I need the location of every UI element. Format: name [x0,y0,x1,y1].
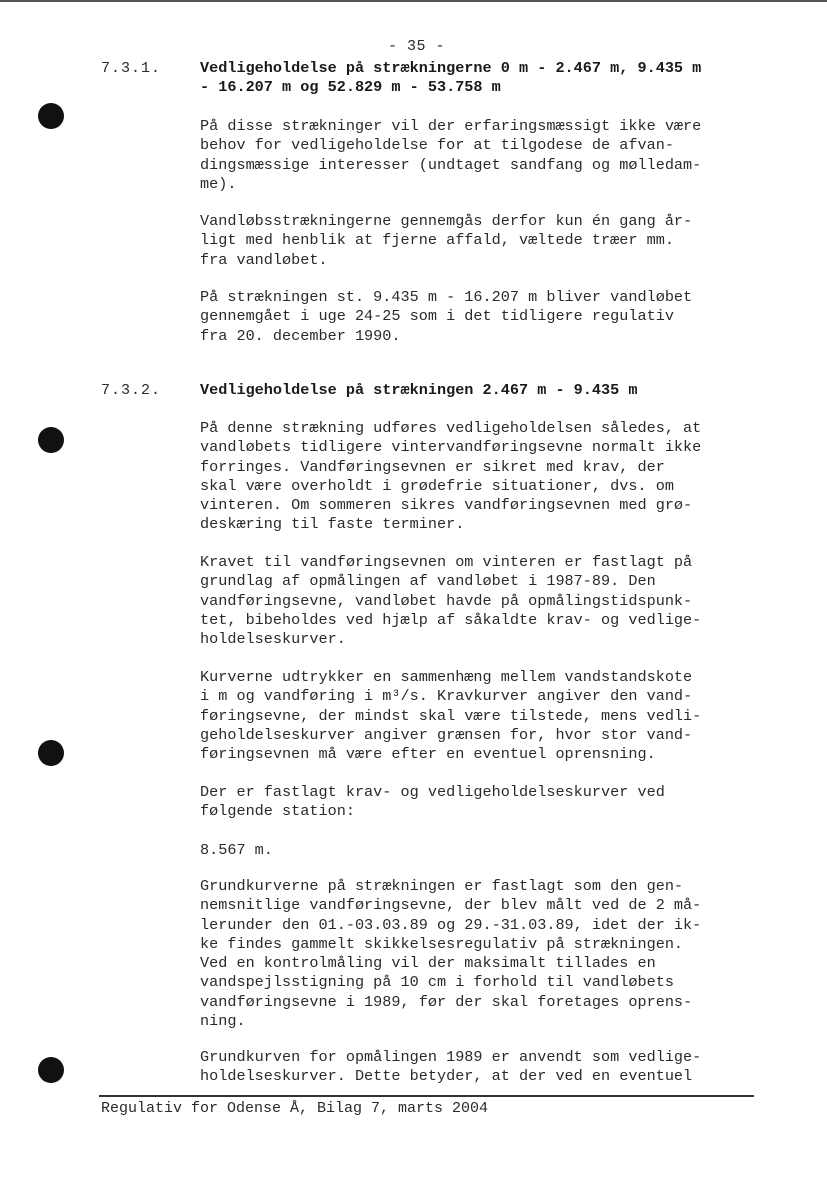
paragraph: På denne strækning udføres vedligeholdelsen således, at vandløbets tidligere vintervandføringsevne normalt ikke forringes. Vandføringsevnen er sikret med krav, der skal være overholdt i grødefrie situationer, dvs. om vinteren. Om sommeren sikres vandføringsevnen med grø- deskæring til faste terminer. [200,419,702,534]
punch-hole-icon [38,427,64,453]
paragraph: Kravet til vandføringsevnen om vinteren er fastlagt på grundlag af opmålingen af vandløbet i 1987-89. Den vandføringsevne, vandløbet havde på opmålingstidspunk- tet, bibeholdes ved hjælp af såkaldte krav- og vedlige- holdelseskurver. [200,553,702,649]
paragraph: Grundkurven for opmålingen 1989 er anvendt som vedlige- holdelseskurver. Dette betyder, at der ved en eventuel [200,1048,702,1086]
punch-hole-icon [38,740,64,766]
page-number: - 35 - [388,38,446,55]
top-edge-line [0,0,827,2]
paragraph: Vandløbsstrækningerne gennemgås derfor kun én gang år- ligt med henblik at fjerne affald, væltede træer mm. fra vandløbet. [200,212,693,269]
paragraph: Kurverne udtrykker en sammenhæng mellem vandstandskote i m og vandføring i m³/s. Kravkurver angiver den vand- føringsevne, der mindst skal være tilstede, mens vedli- geholdelseskurver angiver grænsen for, hvor stor vand- føringsevnen må være efter en eventuel oprensning. [200,668,702,764]
section-number: 7.3.2. [101,382,162,399]
paragraph: Grundkurverne på strækningen er fastlagt som den gen- nemsnitlige vandføringsevne, der blev målt ved de 2 må- lerunder den 01.-03.03.89 og 29.-31.03.89, idet der ik- ke findes gammelt skikkelsesregulativ på strækningen. Ved en kontrolmåling vil der maksimalt tillades en vandspejlsstigning på 10 cm i forhold til vandløbets vandføringsevne i 1989, før der skal foretages oprens- ning. [200,877,702,1031]
paragraph: På disse strækninger vil der erfaringsmæssigt ikke være behov for vedligeholdelse for at tilgodese de afvan- dingsmæssige interesser (undtaget sandfang og mølledam- me). [200,117,702,193]
footer-divider [99,1095,754,1097]
section-heading: Vedligeholdelse på strækningen 2.467 m - 9.435 m [200,381,638,399]
section-number: 7.3.1. [101,60,162,77]
punch-hole-icon [38,1057,64,1083]
paragraph: Der er fastlagt krav- og vedligeholdelseskurver ved følgende station: [200,783,665,821]
paragraph: På strækningen st. 9.435 m - 16.207 m bliver vandløbet gennemgået i uge 24-25 som i det tidligere regulativ fra 20. december 1990. [200,288,693,345]
footer-text: Regulativ for Odense Å, Bilag 7, marts 2004 [101,1100,489,1117]
punch-hole-icon [38,103,64,129]
paragraph: 8.567 m. [200,841,273,859]
section-heading: Vedligeholdelse på strækningerne 0 m - 2.467 m, 9.435 m - 16.207 m og 52.829 m - 53.758 m [200,59,702,96]
